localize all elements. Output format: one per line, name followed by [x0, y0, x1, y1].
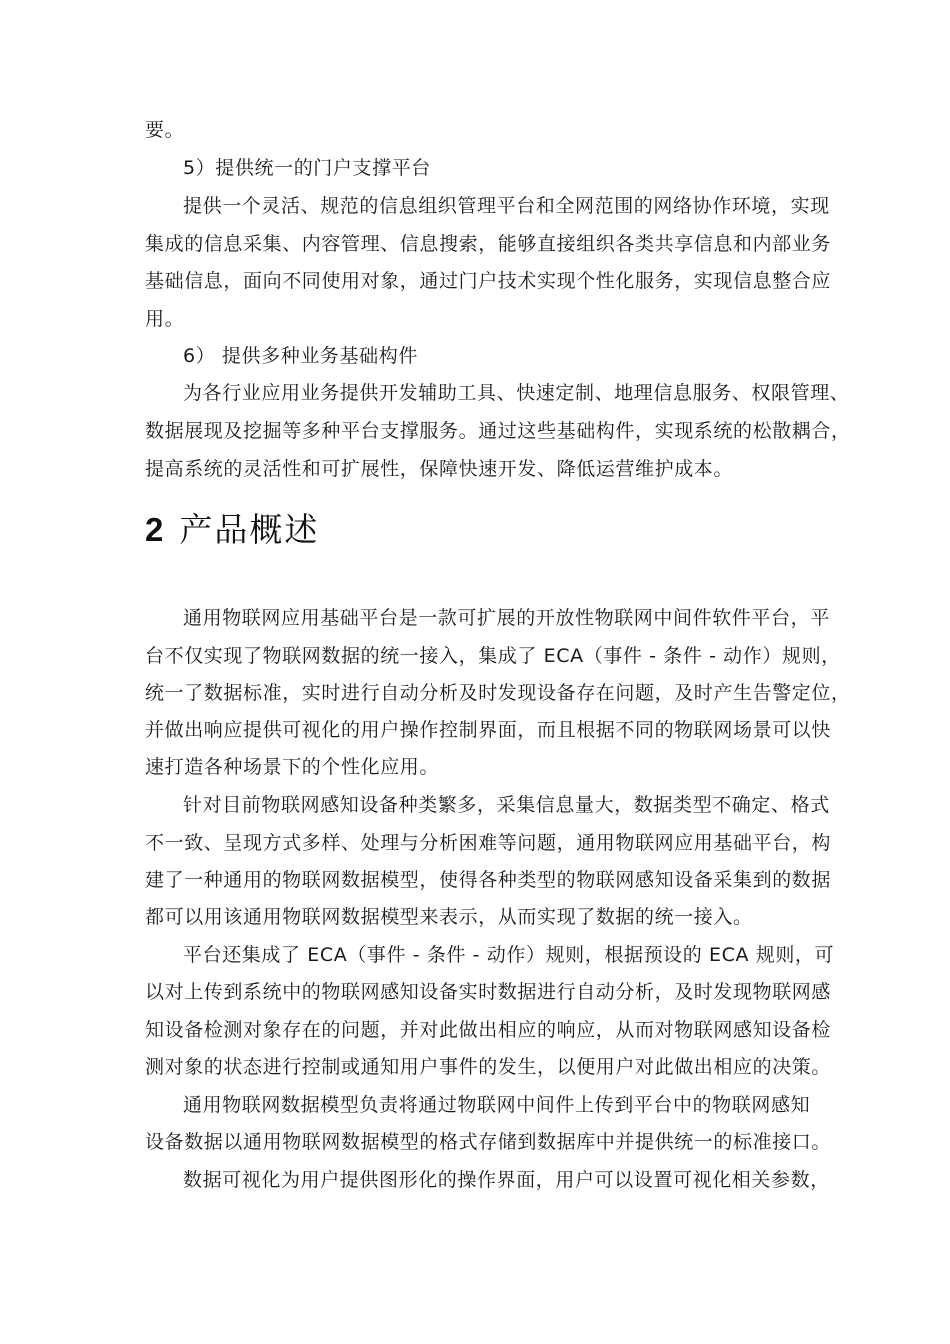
paragraph-line: 数据可视化为用户提供图形化的操作界面，用户可以设置可视化相关参数，: [183, 1169, 830, 1191]
paragraph-line: 并做出响应提供可视化的用户操作控制界面，而且根据不同的物联网场景可以快: [145, 719, 832, 741]
paragraph-line: 速打造各种场景下的个性化应用。: [145, 756, 440, 778]
list-item-heading: 6） 提供多种业务基础构件: [183, 345, 418, 367]
section-heading: [145, 508, 319, 552]
paragraph-line: 台不仅实现了物联网数据的统一接入，集成了 ECA（事件 - 条件 - 动作）规则，: [145, 645, 841, 667]
paragraph-line: 统一了数据标准，实时进行自动分析及时发现设备存在问题，及时产生告警定位，: [145, 682, 851, 704]
paragraph-line: 平台还集成了 ECA（事件 - 条件 - 动作）规则，根据预设的 ECA 规则，可: [183, 944, 835, 966]
paragraph-line: 都可以用该通用物联网数据模型来表示，从而实现了数据的统一接入。: [145, 906, 753, 928]
paragraph-line: 知设备检测对象存在的问题，并对此做出相应的响应，从而对物联网感知设备检: [145, 1019, 832, 1041]
paragraph-line: 集成的信息采集、内容管理、信息搜索，能够直接组织各类共享信息和内部业务: [145, 233, 832, 255]
paragraph-line: 提供一个灵活、规范的信息组织管理平台和全网范围的网络协作环境，实现: [183, 195, 830, 217]
paragraph-line: 建了一种通用的物联网数据模型，使得各种类型的物联网感知设备采集到的数据: [145, 869, 832, 891]
paragraph-line: 不一致、呈现方式多样、处理与分析困难等问题，通用物联网应用基础平台，构: [145, 832, 832, 854]
paragraph-line: 用。: [145, 308, 185, 330]
section-number: 2: [145, 511, 164, 548]
list-item-heading: 5）提供统一的门户支撑平台: [183, 157, 431, 179]
paragraph-line: 数据展现及挖掘等多种平台支撑服务。通过这些基础构件，实现系统的松散耦合，: [145, 420, 851, 442]
paragraph-line: 为各行业应用业务提供开发辅助工具、快速定制、地理信息服务、权限管理、: [183, 382, 850, 404]
paragraph-line: 针对目前物联网感知设备种类繁多，采集信息量大，数据类型不确定、格式: [183, 794, 830, 816]
section-title: 产品概述: [179, 510, 320, 549]
paragraph-line: 要。: [145, 119, 185, 141]
paragraph-line: 提高系统的灵活性和可扩展性，保障快速开发、降低运营维护成本。: [145, 458, 734, 480]
paragraph-line: 基础信息，面向不同使用对象，通过门户技术实现个性化服务，实现信息整合应: [145, 270, 832, 292]
paragraph-line: 通用物联网数据模型负责将通过物联网中间件上传到平台中的物联网感知: [183, 1094, 811, 1116]
paragraph-line: 通用物联网应用基础平台是一款可扩展的开放性物联网中间件软件平台，平: [183, 607, 830, 629]
paragraph-line: 测对象的状态进行控制或通知用户事件的发生，以便用户对此做出相应的决策。: [145, 1056, 832, 1078]
paragraph-line: 设备数据以通用物联网数据模型的格式存储到数据库中并提供统一的标准接口。: [145, 1131, 832, 1153]
paragraph-line: 以对上传到系统中的物联网感知设备实时数据进行自动分析，及时发现物联网感: [145, 981, 832, 1003]
